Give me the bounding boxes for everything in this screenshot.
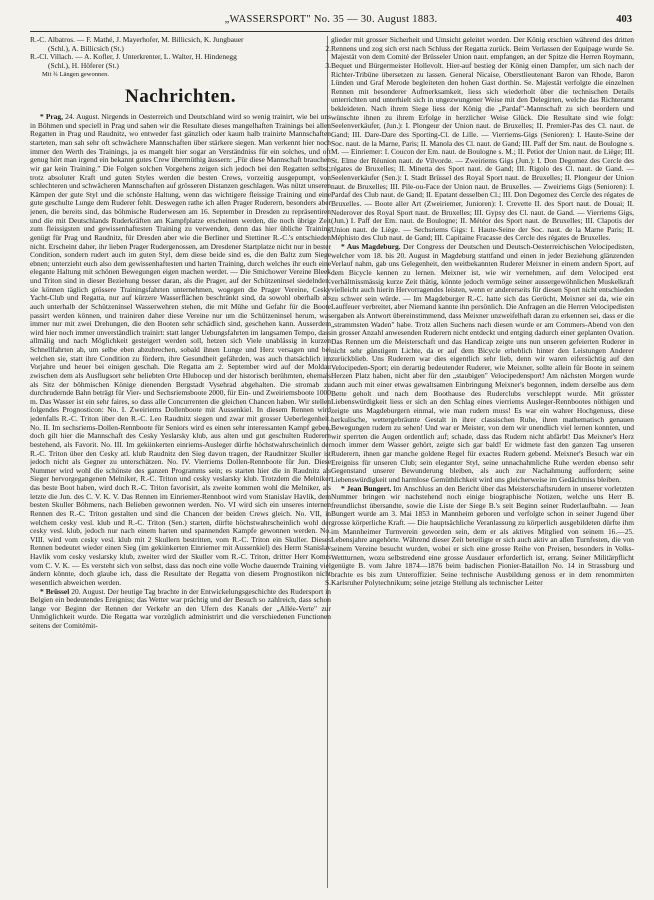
- result-line: (Schl.), A. Billicsich (St.) 2.: [48, 43, 331, 53]
- article-text: Im Anschluss an den Bericht über das Meisterschaftsrudern in unserer vorletzten Nummer bringen wir nachstehend noch einige biographische Notizen, welche uns Herr B. freundlichst übersandte, sowie die Liste der Siege B.'s seit Beginn seiner Ruderlaufbahn. — Jean Bungert wurde am 3. Mai 1853 in Mannheim geboren und verfolgte schon in seiner Jugend über grosse körperliche Kraft. — Die hauptsächliche Veranlassung zu körperlich ausgebildeten dürfte ihm im Mannheimer Turnverein geworden sein, dem er als aktives Mitglied von seinem 16.—25. Lebensjahre angehörte. Während dieser Zeit beteiligte er sich auch aktiv an allen Turnfesten, die von seinem Vereine besucht wurden, wobei er sich eine grosse Reihe von Preisen, besonders in Volks-Wettturnen, wozu selbstredend eine grosse Ausdauer erforderlich ist, errang. Seiner Militärpflicht genügte B. vom Jahre 1874—1876 beim badischen Pionier-Bataillon No. 14 in Strassburg und brachte es bis zum Unteroffizier. Seine technische Ausbildung genoss er in dem renommirten Karlsruher Polytechnikum; seine jetzige Stellung als technischer Leiter: [331, 483, 634, 588]
- dateline: * Jean Bungert.: [341, 483, 392, 493]
- news-item-magdeburg: [331, 243, 634, 485]
- news-item-bungert: [331, 485, 634, 589]
- news-item-prag: [30, 113, 331, 587]
- result-note: Mit ¾ Längen gewonnen.: [42, 70, 109, 78]
- author-sign: S.: [325, 577, 331, 587]
- result-line: (Schl.), H. Höferer (St.) 3.: [48, 60, 331, 70]
- article-text: 20. August. Der heutige Tag brachte in der Entwickelungsgeschichte des Rudersport in Belgien ein bedeutendes Ereigniss; das Wetter war prächtig und der Besuch so zahlreich, dass schon lange vor Beginn der Rennen der Verkehr an den Ufern des Kanals der „Allée-Verte" zur Unmöglichkeit wurde. Die Regatta war vorzüglich administrirt und die verschiedenen Functionen seitens der Comitémit-: [30, 586, 331, 630]
- section-heading: Nachrichten.: [124, 86, 236, 108]
- header-rule: [30, 31, 632, 32]
- left-column: [30, 36, 331, 892]
- dateline: * Aus Magdeburg.: [341, 242, 401, 251]
- news-item-continued: [331, 36, 634, 243]
- result-line: R.-Cl. Villach. — A. Kofler, J. Unterkrenter, L. Walter, H. Hindenegg: [30, 52, 237, 62]
- news-item-bruessel: [30, 588, 331, 631]
- running-title: „WASSERSPORT" No. 35 — 30. August 1883.: [224, 14, 438, 25]
- article-text: 24. August. Nirgends in Oesterreich und Deutschland wird so wenig trainirt, wie bei uns in Böhmen und speciell in Prag und sahen wir die Resultate dieses mangelhaften Trainings bei allen Regatten in Prag und Raudnitz, wo entweder fast gänzlich oder kaum halb trainirte Mannschaften starteten, man sah sehr oft schwächere Mannschaften über stärkere siegen. Man verkennt hier noch immer den Werth des Trainings, ja es mangelt hier sogar an Verständniss für ein solches, und oft genug hört man irgend ein bekannt gutes Crew übermüthig äussern: „Für diese Mannschaft brauchen wir gar kein Training." Die Folgen solchen Vorgehens zeigen sich jedoch bei den Regatten selbst; trotz absoluter Kraft und guten Styles werden die besten Crews, vorzeitig ausgepumpt, von schlechteren und schwächeren Mannschaften auf grösseren Distanzen geschlagen. Was nützt unseren Kämpen der gute Styl und die schönste Haltung, wenn das wichtigere fleissige Training und eine gute geschulte Lunge dem Ruderer fehlt. Deswegen rathe ich allen Prager Ruderern, besonders aber jenen, die bereits sind, das böhmische Ruderwesen am 16. September in Dresden zu repräsentiren und die mit Deutschlands Ruderkräften am Kampfplatze erscheinen werden, die noch übrige Zeit zum fleissigsten und gewissenhaftesten Training zu verwenden, denn das hier übliche Training genügt für Prag und Raudnitz, für Dresden aber wie die Berliner und Stettiner R.-C.'s entschieden nicht. Erscheint daher, ihr lieben Prager Rudergenossen, am Dresdener Startplatze nicht nur in bester Condition, sondern rudert auch im guten Styl, dem diese beide sind es, die den Baltz zum Siege ebnen; unterzieht euch also dem gewissenhaftesten und harten Training, durch welches ihr euch eine elegante Haltung mit schönen Bewegungen eigen machen werdet. — Die Smichower Vereine Bleek und Triton sind in dieser Beziehung besser daran, als die Prager, auf der Schützeninsel siedelnden; sie können täglich grössere Trainingsfahrten unternehmen, wogegen die Prager Vereine, Cesky Yacht-Club und Regatta, nur auf kürzere Wasserflächen beschränkt sind, da sowohl oberhalb als auch unterhalb der Schützeninsel Wasserwehren stehen, die mit Mühe und Gefahr für die Boote passirt werden können, und trainiren daher diese Vereine nur um die Schützeninsel herum, was immer nur mit zwei Drehungen, die den Booten sehr schädlich sind, geschehen kann. Ausserdem wird hier noch immer unverständlich trainirt: statt langer Uebungsfahrten im langsamen Tempo, dass allmälig und nach Möglichkeit gesteigert werden soll, hetzen sich Viele unablässig in kurzen Schnellfahrten ab, um selbe eben abzubrechen, sobald ihnen Lunge und Herz versagen und bei welchen sie, statt ihre Condition zu fördern, ihre Gesundheit gefährden, was auch thatsächlich im Vorjahre und heuer bei einigen geschah. Die Regatta am 2. September wird auf der Moldau zwischen dem als Ausflugsort sehr beliebten Orte Hlubocep und der historisch berühmten, ehemals als Sitz der böhmischen Könige dienenden Bergstadt Vysehrad abgehalten. Die stromab zu durchrudernde Bahn beträgt für Vier- und Sechsriemsboote 2000, für Ein- und Zweiriemsboote 1000 m. Das Wasser ist ein sehr faires, so dass alle Concurrenten die gleichen Chancen haben. Wir stellen folgendes Prognosticon: No. I. Zweiriems Dollenboote mit Aussenkiel. In diesem Rennen wird jedenfalls R.-C. Triton über den R.-C. Leo Raudnitz siegen und zwar mit grosser Ueberlegenheit. No. II. Im sechsriems-Dollen-Rennboote für Seniors wird es einen sehr interessanten Kampf geben, doch gilt hier die Mannschaft des Cesky Yeslarsky klub, aus alten und gut geschulten Ruderern bestehend, als Favorit. No. III. Im gekiinkerten einriems-Ausleger dürfte höchstwahrscheinlich der R.-C. Triton über den Cesky atl. klub Raudnitz den Sieg davon tragen, der Raudnitzer Skuller ist jedoch nicht als Gegner zu unterschätzen. No. IV. Vierriems Dollen-Rennboote für Jun. Diese Nummer wird wohl die schönste des ganzen Programms sein; es starten hier die in Raudnitz als Sieger hervorgegangenen Melniker, R.-C. Triton und cesky veslarsky klub. Trotzdem die Melniker das beste Boot haben, wird doch R.-C. Triton favorisirt, als zweite kommen wohl die Melniker, als letzte die Jun. des C. V. K. V. Das Rennen im Einriemer-Rennboot wird vom Stanislav Havlik, dem besten Skuller Böhmens, nach Belieben gewonnen werden. No. VI wird sich ein unseres internen Rennen des R.-C. Triton gestalten und sind die Chancen der beiden Crews gleich. No. VII, in welchem cesky vesl. klub und R.-C. Triton (Sen.) starten, dürfte höchstwahrscheinlich wohl der cesky vesl. klub, jedoch nur nach einem harten und spannenden Kampfe gewonnen werden. No. VIII. wird vom cesky vesl. klub mit 2 Skullern bestritten, vom R.-C. Triton ein Skuller. Dieses Rennen bedeutet wieder einen Sieg (im gekiinkerten Einriemer mit Aussenkiel) des Herrn Stanislav Havlik vom cesky veslarsky klub, zweiter wird der Skuller vom R.-C. Triton, dritter Herr Komrs vom C. V. K. — Es versteht sich von selbst, dass das noch eine volle Woche dauernde Training viel ändern könnte, doch glaube ich, dass die Resultate der Regatta von diesem Prognostikon nicht wesentlich abweichen werden.: [30, 112, 331, 587]
- dateline: * Brüssel: [40, 586, 70, 596]
- article-text: glieder mit grosser Sicherheit und Umsicht geleitet worden. Der König erschien während des dritten Rennens und zog sich erst nach Schluss der Regatta zurück. Beim Verlassen der Equipage wurde Se. Majestät von dem Comité der Brüsseler Union naut. empfangen, an der Spitze die Herren Roymann, Bequet und Bürgermeister Hollevolt. Hier-auf bestieg der König einen Dampfer, um sich nach der Richter-Tribüne übersetzen zu lassen. General Nicaise, Oberstlieutenant Baron van Rhode, Baron Lünden und Graf Merode begleiteten den hohen Gast dorthin. Se. Majestät verfolgte die einzelnen Rennen mit besonderer Aufmerksamkeit, liess sich wiederholt über die technischen Details unterrichten und unterhielt sich in ungezwungener Weise mit den Delegirten, welche das Richteramt bekleideten. Nach ihrem Siege liess der König die „Pardaf"-Mannschaft zu sich beordern und wünschte ihnen zu ihrem Erfolge in herzlicher Weise Glück. Die Resultate sind wie folgt: Seelenverkäufer, (Jun.): I. Plongeur der Union naut. de Bruxelles; II. Premier-Pas des Cl. naut. de Gand; III. Dare-Dare des Sporting-Cl. de Lille. — Vierriems-Gigs (Senioren): I. Haute-Seine der Soc. naut. de la Marne, Paris; II. Manola des Cl. naut. de Gand; III. Paff der Sm. naut. de Boulogne s. M. — Einriemer: I. Coucon der Em. naut. de Boulogne s. M.; II. Petiot der Union naut. de Liège; III. St. Elme der Réunion naut. de Vilvorde. — Zweiriems Gigs (Jun.): I. Don Degomez des Cercle des régates de Bruxelles; II. Minetta des Sport naut. de Gand; III. Rigolo des Cl. naut. de Gand. — Seelenverkäufer (Sen.): I. Stadt Brüssel des Royal Sport naut. de Bruxelles; II. Plongeur der Union naut. de Bruxelles; III. Pile-ou-Face der Union naut. de Bruxelles. — Zweiriems Gigs (Senioren): I. Pardaf des Club naut. de Gand; II. Epatant desselben Cl.; III. Don Degomez des Cercle des régates de Bruxelles. — Boote aller Art (Zweiriemer, Junioren): I. Crevette II. des Sport naut. de Douai; II. Nederover des Royal Sport naut. de Bruxelles; III. Gypsy des Cl. naut. de Gand. — Vierriems Gigs, (Jun.) I. Paff der Em. naut. de Boulogne; II. Météor des Sport naut. de Bruxelles; III. Clapotis der Union naut. de Liège. — Sechsriems Gigs: I. Haute-Seine der Soc. naut. de la Marne Paris; II. Méphisto des Club naut. de Gand; III. Capitaine Fracasse des Cercle des régates de Bruxelles.: [331, 36, 634, 243]
- right-column: [331, 36, 634, 892]
- page-header: [30, 14, 632, 28]
- article-text: Der Congress der Deutschen und Deutsch-Oesterreichischen Velocipedisten, welcher vom 18. bis 20. August in Magdeburg stattfand und einen in jeder Beziehung glänzenden Verlauf nahm, gab uns Gelegenheit, den weitbekannten Ruderer Meixner in einem andern Sport, auf dem Bicycle kennen zu lernen. Meixner ist, wie wir vernehmen, auf dem Velociped erst verhältnissmässig kurze Zeit thätig, könnte jedoch vermöge seiner aussergewöhnlichen Muskelkraft vielleicht auch hierin Hervorragendes leisten, wenn er andererseits für diesen Sport nicht entschieden zu schwer sein würde. — Im Magdeburger R.-C. hatte sich das Gerücht, Meixner sei da, wie ein Lauffeuer verbreitet, aber Niemand kannte ihn persönlich. Die Anfragen an die Herren Velocipedisten ergaben als Antwort übereinstimmend, dass Meixner unzweifelhaft daran zu erkennen sei, dass er die „strammsten Waden" habe. Trotz allen Suchens nach diesen wurde er am Commers-Abend von den in grosser Anzahl anwesenden Ruderern nicht entdeckt und entging dadurch einer geplanten Ovation. Das Rennen um die Meisterschaft und das Handicap zeigte uns nun unseren gefeierten Ruderer in nicht sehr günstigem Lichte, da er auf dem Bicycle erheblich hinter den Leistungen Anderer zurückblieb. Uns Ruderern war dies eigentlich sehr lieb, denn wir waren eifersüchtig auf den Velocipeden-Sport; ein derartig bedeutender Ruderer, wie Meixner, sollte allein für Boote in seinem Herzen Platz haben, nicht aber für den „staubigen" Velocipedensport! Am nächsten Morgen wurde dann auch mit einer etwas gewaltsamen Einbringung Meixner's begonnen, indem derselbe aus dem Bette geholt und nach dem Boothause des Ruderclubs verschleppt wurde. Mit grösster Liebenswürdigkeit liess er sich an den Schlag eines vierriems Ausleger-Rennbootes nöthigen und zeigte uns Magdeburgern einmal, wie man rudern muss! Es war ein wahrer Hochgenuss, diese herkulische, wettergebräunte Gestalt in ihrer classischen Ruhe, ihren mathematisch genauen Bewegungen rudern zu sehen! Und war er Meister, von dem wir unendlich viel lernen konnten, und wir sperrten die Augen ordentlich auf; schade, dass das Rudern nicht abfärbt! Das Meixner's Herz noch immer dem Wasser gehört, zeigte sich gar bald! Er widmete fast den ganzen Tag unseren Ruderern, ihnen gar manche goldene Regel für exactes Rudern gebend. Meixner's Besuch war ein Ereigniss für unseren Club; sein eleganter Styl, seine unnachahmliche Ruhe werden ebenso sehr Gegenstand unserer Bewunderung bleiben, als auch zur Nachahmung auffordern; seine Liebenswürdigkeit und harmlose Gemüthlichkeit wird uns gleicherweise im Gedächtniss bleiben.: [331, 242, 634, 484]
- race-results: [30, 36, 331, 79]
- page-number: 403: [616, 14, 632, 25]
- result-line: R.-C. Albatros. — F. Mathé, J. Mayerhofer, M. Billicsich, K. Jungbauer: [30, 36, 244, 44]
- dateline: * Prag,: [40, 112, 63, 122]
